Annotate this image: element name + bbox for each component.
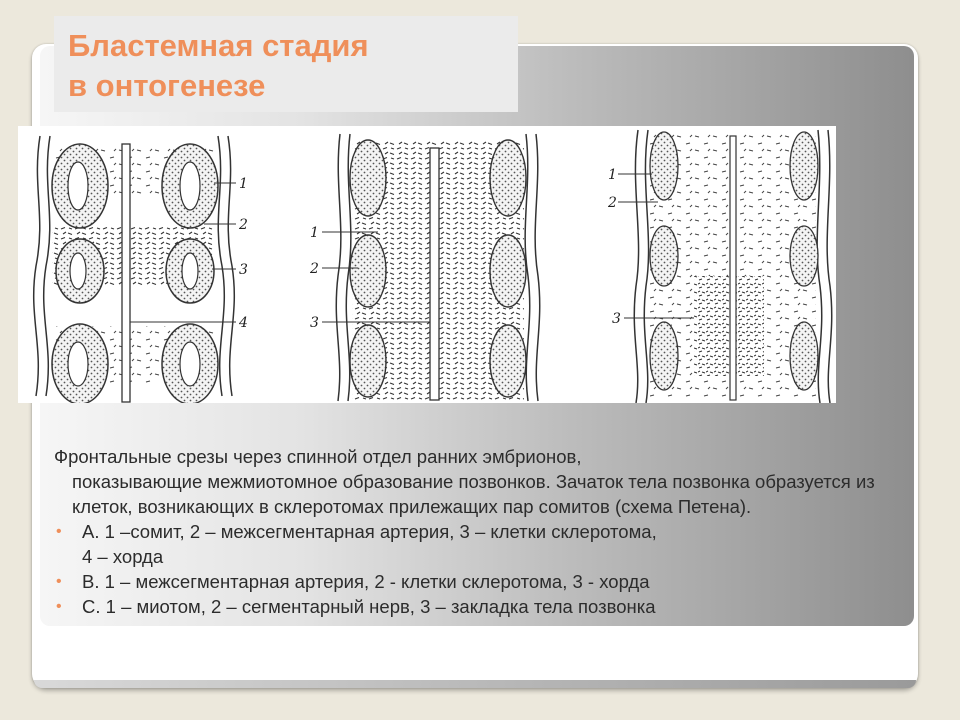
panel-c-label-2: 2 [608,195,617,211]
slide-title-line-2: в онтогенезе [68,68,266,103]
embryo-sections-drawing [18,126,836,403]
bullet-a-line-2: 4 – хорда [82,546,164,567]
bullet-dot-icon: • [56,573,62,590]
intro-paragraph-continuation: показывающие межмиотомное образование позвонков. Зачаток тела позвонка образуется из клеток, возникающих в склеротомах прилежащих пар сомитов (схема Петена). [72,471,875,517]
panel-a-label-3: 3 [239,262,248,278]
panel-a-label-4: 4 [239,315,248,331]
slide-body-text [54,444,884,619]
bullet-dot-icon: • [56,523,62,540]
bullet-b-text: В. 1 – межсегментарная артерия, 2 - клетки склеротома, 3 - хорда [82,571,650,592]
panel-b-label-2: 2 [310,261,319,277]
panel-b-label-3: 3 [310,315,319,331]
panel-c-label-1: 1 [608,167,617,183]
panel-a-label-2: 2 [239,217,248,233]
panel-b-label-1: 1 [310,225,319,241]
panel-b [309,134,540,401]
panel-a-label-1: 1 [239,176,248,192]
panel-c [607,130,832,403]
bullet-dot-icon: • [56,598,62,615]
intro-paragraph-line-1: Фронтальные срезы через спинной отдел ранних эмбрионов, [54,446,582,467]
panel-a [34,136,248,403]
bullet-c-text: С. 1 – миотом, 2 – сегментарный нерв, 3 – закладка тела позвонка [82,596,656,617]
title-box [54,16,518,112]
panel-c-label-3: 3 [612,311,621,327]
slide-title-line-1: Бластемная стадия [68,28,369,63]
bullet-a-line-1: А. 1 –сомит, 2 – межсегментарная артерия, 3 – клетки склеротома, [82,521,657,542]
bullet-item-b [54,569,884,594]
bullet-item-a [54,519,884,569]
bottom-decor-bar [34,680,916,688]
embryo-sections-figure [18,126,836,403]
bullet-item-c [54,594,884,619]
